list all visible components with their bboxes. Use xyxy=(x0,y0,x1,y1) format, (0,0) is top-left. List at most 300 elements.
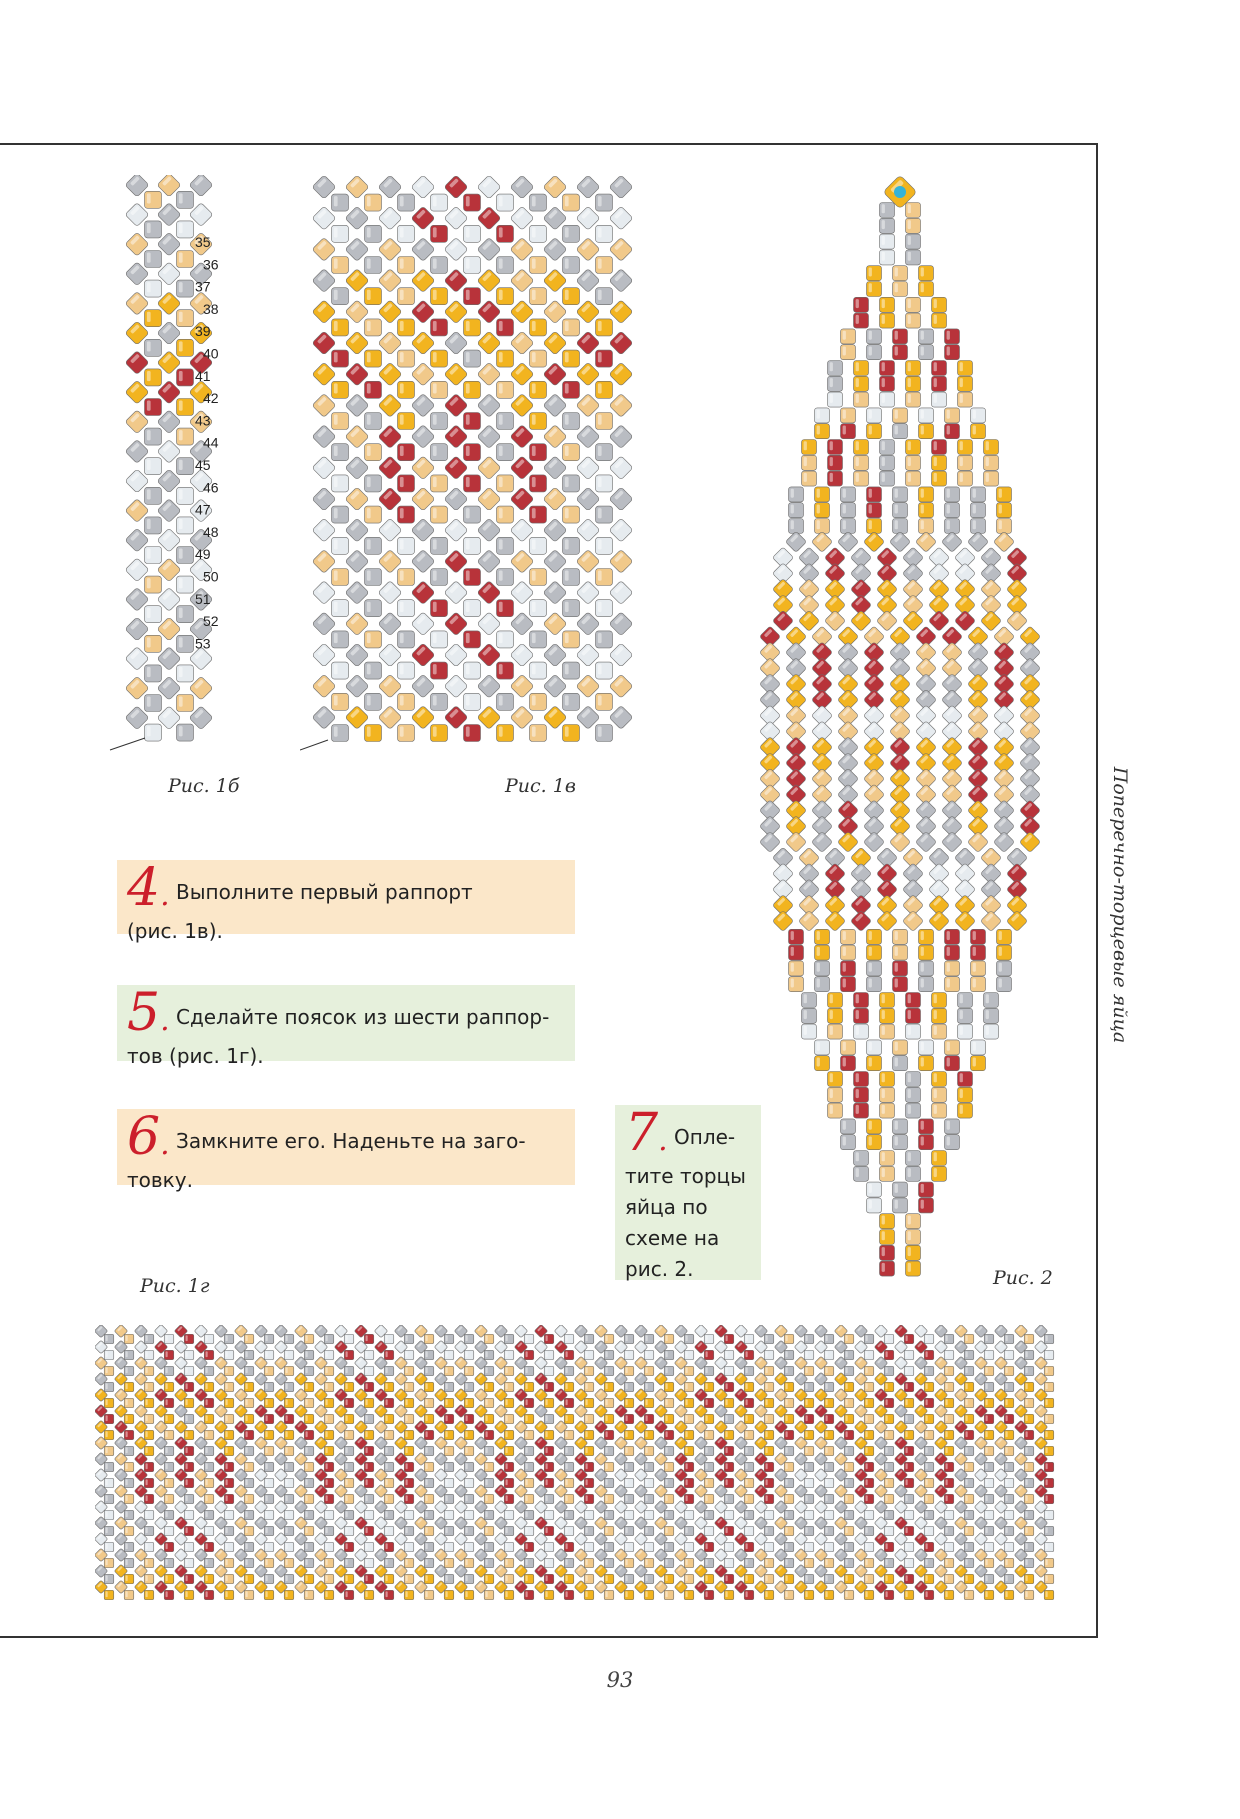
bead xyxy=(444,1590,454,1600)
bead xyxy=(815,487,830,502)
bead xyxy=(984,1574,994,1584)
bead xyxy=(584,1430,594,1440)
bead xyxy=(867,1056,882,1071)
bead xyxy=(284,1414,294,1424)
bead xyxy=(804,1478,814,1488)
bead xyxy=(867,1198,882,1213)
bead xyxy=(224,1334,234,1344)
bead xyxy=(893,424,908,439)
bead xyxy=(904,1398,914,1408)
bead xyxy=(644,1494,654,1504)
bead xyxy=(664,1542,674,1552)
bead xyxy=(384,1590,394,1600)
bead xyxy=(564,1398,574,1408)
bead xyxy=(945,345,960,360)
bead xyxy=(984,1430,994,1440)
bead xyxy=(304,1478,314,1488)
bead xyxy=(644,1558,654,1568)
bead xyxy=(664,1366,674,1376)
bead xyxy=(1024,1382,1034,1392)
bead xyxy=(124,1478,134,1488)
bead xyxy=(324,1510,334,1520)
bead xyxy=(904,1574,914,1584)
bead xyxy=(464,1334,474,1344)
bead xyxy=(332,631,349,648)
bead xyxy=(284,1526,294,1536)
bead xyxy=(384,1574,394,1584)
bead xyxy=(764,1414,774,1424)
bead xyxy=(864,1494,874,1504)
step-4: 4. Выполните первый раппорт (рис. 1в). xyxy=(117,860,575,934)
bead xyxy=(844,1494,854,1504)
bead xyxy=(164,1398,174,1408)
bead xyxy=(344,1462,354,1472)
bead xyxy=(145,369,162,386)
bead xyxy=(964,1526,974,1536)
bead xyxy=(431,194,448,211)
bead xyxy=(497,381,514,398)
bead xyxy=(145,695,162,712)
bead xyxy=(304,1414,314,1424)
bead xyxy=(841,424,856,439)
bead xyxy=(144,1494,154,1504)
bead xyxy=(867,424,882,439)
bead xyxy=(844,1350,854,1360)
bead xyxy=(984,993,999,1008)
bead xyxy=(504,1366,514,1376)
bead xyxy=(1006,910,1027,931)
bead xyxy=(644,1398,654,1408)
bead xyxy=(324,1382,334,1392)
bead xyxy=(824,1526,834,1536)
bead xyxy=(984,1334,994,1344)
bead xyxy=(144,1462,154,1472)
bead xyxy=(941,531,962,552)
bead xyxy=(530,569,547,586)
bead xyxy=(104,1414,114,1424)
bead xyxy=(841,503,856,518)
bead xyxy=(784,1414,794,1424)
bead xyxy=(596,319,613,336)
bead xyxy=(932,1008,947,1023)
bead xyxy=(841,1056,856,1071)
bead xyxy=(664,1590,674,1600)
bead xyxy=(145,635,162,652)
bead xyxy=(824,1494,834,1504)
bead xyxy=(789,977,804,992)
bead xyxy=(104,1494,114,1504)
bead xyxy=(997,977,1012,992)
bead xyxy=(177,339,194,356)
bead xyxy=(344,1334,354,1344)
bead xyxy=(984,1558,994,1568)
bead xyxy=(584,1334,594,1344)
bead xyxy=(828,1087,843,1102)
bead xyxy=(971,961,986,976)
bead xyxy=(204,1382,214,1392)
row-number-label: 47 xyxy=(195,501,211,518)
bead xyxy=(398,413,415,430)
bead xyxy=(828,1072,843,1087)
bead xyxy=(684,1334,694,1344)
bead xyxy=(841,977,856,992)
bead xyxy=(104,1558,114,1568)
bead xyxy=(919,1135,934,1150)
bead xyxy=(530,350,547,367)
bead xyxy=(880,1214,895,1229)
bead xyxy=(464,1430,474,1440)
bead xyxy=(596,569,613,586)
bead xyxy=(344,1414,354,1424)
bead xyxy=(764,1446,774,1456)
bead xyxy=(504,1574,514,1584)
bead xyxy=(984,1350,994,1360)
bead xyxy=(224,1350,234,1360)
bead xyxy=(828,1008,843,1023)
row-number-label: 45 xyxy=(195,457,211,473)
bead xyxy=(958,471,973,486)
bead xyxy=(264,1462,274,1472)
bead xyxy=(924,1558,934,1568)
bead xyxy=(184,1510,194,1520)
bead xyxy=(596,194,613,211)
bead xyxy=(504,1398,514,1408)
bead xyxy=(497,569,514,586)
bead xyxy=(880,376,895,391)
bead xyxy=(1019,831,1040,852)
bead xyxy=(624,1334,634,1344)
bead xyxy=(444,1414,454,1424)
bead xyxy=(504,1430,514,1440)
bead xyxy=(344,1382,354,1392)
bead xyxy=(332,537,349,554)
bead xyxy=(177,280,194,297)
bead xyxy=(919,266,934,281)
bead xyxy=(284,1542,294,1552)
bead xyxy=(924,1526,934,1536)
bead xyxy=(332,288,349,305)
bead xyxy=(904,1558,914,1568)
bead xyxy=(144,1478,154,1488)
bead xyxy=(563,257,580,274)
bead xyxy=(744,1446,754,1456)
bead xyxy=(967,831,988,852)
bead xyxy=(744,1462,754,1472)
bead xyxy=(893,1040,908,1055)
bead xyxy=(902,610,923,631)
bead xyxy=(564,1462,574,1472)
bead xyxy=(684,1350,694,1360)
bead xyxy=(744,1350,754,1360)
bead xyxy=(398,693,415,710)
bead xyxy=(145,606,162,623)
bead xyxy=(464,569,481,586)
bead xyxy=(804,1382,814,1392)
bead xyxy=(365,631,382,648)
bead xyxy=(404,1462,414,1472)
bead xyxy=(893,282,908,297)
bead xyxy=(530,693,547,710)
bead xyxy=(365,506,382,523)
figure-1b-beadwork xyxy=(105,175,295,770)
bead xyxy=(304,1526,314,1536)
bead xyxy=(404,1446,414,1456)
bead xyxy=(884,1510,894,1520)
bead xyxy=(919,1182,934,1197)
bead xyxy=(365,319,382,336)
bead xyxy=(964,1366,974,1376)
bead xyxy=(504,1510,514,1520)
bead xyxy=(324,1334,334,1344)
bead xyxy=(604,1446,614,1456)
bead xyxy=(906,376,921,391)
bead xyxy=(824,1478,834,1488)
bead xyxy=(424,1542,434,1552)
bead xyxy=(563,288,580,305)
bead xyxy=(945,1040,960,1055)
bead xyxy=(244,1494,254,1504)
bead xyxy=(596,631,613,648)
bead xyxy=(964,1510,974,1520)
bead xyxy=(365,537,382,554)
bead xyxy=(864,1398,874,1408)
bead xyxy=(284,1510,294,1520)
bead xyxy=(971,503,986,518)
bead xyxy=(124,1366,134,1376)
bead xyxy=(164,1430,174,1440)
bead xyxy=(604,1414,614,1424)
bead xyxy=(854,1103,869,1118)
bead xyxy=(384,1558,394,1568)
bead xyxy=(124,1462,134,1472)
bead xyxy=(744,1574,754,1584)
bead xyxy=(764,1478,774,1488)
bead xyxy=(365,288,382,305)
bead xyxy=(824,1462,834,1472)
bead xyxy=(744,1510,754,1520)
bead xyxy=(804,1366,814,1376)
bead xyxy=(332,225,349,242)
bead xyxy=(596,537,613,554)
bead xyxy=(1044,1478,1054,1488)
bead xyxy=(497,537,514,554)
bead xyxy=(563,194,580,211)
bead xyxy=(464,1494,474,1504)
bead xyxy=(404,1430,414,1440)
bead xyxy=(364,1574,374,1584)
bead xyxy=(704,1398,714,1408)
bead xyxy=(971,487,986,502)
bead xyxy=(324,1526,334,1536)
bead xyxy=(604,1526,614,1536)
bead xyxy=(264,1446,274,1456)
bead xyxy=(932,1072,947,1087)
bead xyxy=(944,1366,954,1376)
bead xyxy=(759,831,780,852)
bead xyxy=(1004,1526,1014,1536)
bead xyxy=(244,1382,254,1392)
bead xyxy=(596,257,613,274)
bead xyxy=(1004,1446,1014,1456)
bead xyxy=(1004,1366,1014,1376)
bead xyxy=(644,1574,654,1584)
bead xyxy=(464,725,481,742)
bead xyxy=(563,725,580,742)
bead xyxy=(824,1558,834,1568)
bead xyxy=(609,425,633,449)
bead xyxy=(484,1382,494,1392)
bead xyxy=(1044,1558,1054,1568)
bead xyxy=(364,1590,374,1600)
bead xyxy=(624,1430,634,1440)
bead xyxy=(464,444,481,461)
bead xyxy=(563,537,580,554)
bead xyxy=(464,693,481,710)
bead xyxy=(104,1510,114,1520)
bead xyxy=(384,1446,394,1456)
bead xyxy=(264,1494,274,1504)
step-5-number: 5 xyxy=(127,983,161,1043)
bead xyxy=(284,1334,294,1344)
bead xyxy=(497,662,514,679)
bead xyxy=(497,506,514,523)
bead xyxy=(889,831,910,852)
bead xyxy=(880,471,895,486)
bead xyxy=(164,1478,174,1488)
bead xyxy=(684,1398,694,1408)
bead xyxy=(764,1366,774,1376)
bead xyxy=(332,693,349,710)
bead xyxy=(984,1462,994,1472)
row-number-label: 53 xyxy=(195,635,211,652)
bead xyxy=(789,945,804,960)
bead xyxy=(484,1558,494,1568)
bead xyxy=(919,345,934,360)
bead xyxy=(424,1334,434,1344)
bead xyxy=(184,1494,194,1504)
bead xyxy=(915,831,936,852)
bead xyxy=(145,724,162,741)
bead xyxy=(398,319,415,336)
bead xyxy=(464,1414,474,1424)
bead xyxy=(880,1166,895,1181)
bead xyxy=(884,1574,894,1584)
bead xyxy=(764,1542,774,1552)
bead xyxy=(584,1350,594,1360)
bead xyxy=(177,635,194,652)
bead xyxy=(204,1334,214,1344)
bead xyxy=(684,1494,694,1504)
bead xyxy=(164,1334,174,1344)
bead xyxy=(144,1350,154,1360)
bead xyxy=(815,408,830,423)
bead xyxy=(530,537,547,554)
bead xyxy=(609,331,633,355)
bead xyxy=(664,1350,674,1360)
bead xyxy=(893,519,908,534)
bead xyxy=(880,440,895,455)
bead xyxy=(644,1478,654,1488)
bead xyxy=(524,1446,534,1456)
bead xyxy=(284,1558,294,1568)
bead xyxy=(964,1558,974,1568)
bead xyxy=(404,1526,414,1536)
bead xyxy=(644,1430,654,1440)
bead xyxy=(824,1590,834,1600)
bead xyxy=(828,471,843,486)
bead xyxy=(184,1350,194,1360)
bead xyxy=(304,1446,314,1456)
bead xyxy=(932,392,947,407)
bead xyxy=(304,1574,314,1584)
bead xyxy=(971,1040,986,1055)
bead xyxy=(145,428,162,445)
bead xyxy=(184,1334,194,1344)
bead xyxy=(945,1119,960,1134)
bead xyxy=(924,1574,934,1584)
bead xyxy=(324,1446,334,1456)
bead xyxy=(145,458,162,475)
bead xyxy=(804,1334,814,1344)
bead xyxy=(564,1446,574,1456)
bead xyxy=(945,424,960,439)
bead xyxy=(864,1478,874,1488)
bead xyxy=(624,1350,634,1360)
bead xyxy=(184,1542,194,1552)
bead xyxy=(984,1494,994,1504)
bead xyxy=(924,1494,934,1504)
bead xyxy=(945,487,960,502)
bead xyxy=(932,440,947,455)
bead xyxy=(264,1510,274,1520)
bead xyxy=(880,455,895,470)
bead xyxy=(984,1446,994,1456)
bead xyxy=(398,475,415,492)
bead xyxy=(530,506,547,523)
step-4-line2: (рис. 1в). xyxy=(127,919,223,943)
step-5: 5. Сделайте поясок из шести раппор- тов (рис. 1г). xyxy=(117,985,575,1061)
bead xyxy=(484,1590,494,1600)
bead xyxy=(544,1558,554,1568)
bead xyxy=(1004,1382,1014,1392)
bead xyxy=(524,1526,534,1536)
bead xyxy=(144,1526,154,1536)
bead xyxy=(724,1510,734,1520)
row-number-label: 38 xyxy=(203,300,219,317)
bead xyxy=(224,1510,234,1520)
bead xyxy=(584,1414,594,1424)
bead xyxy=(880,297,895,312)
bead xyxy=(563,319,580,336)
step-4-line1: Выполните первый раппорт xyxy=(176,880,473,904)
bead xyxy=(704,1558,714,1568)
bead xyxy=(596,662,613,679)
bead xyxy=(928,910,949,931)
row-number-label: 44 xyxy=(203,434,219,451)
bead xyxy=(906,218,921,233)
bead xyxy=(464,631,481,648)
bead xyxy=(609,175,633,199)
bead xyxy=(444,1430,454,1440)
bead xyxy=(596,381,613,398)
bead xyxy=(664,1510,674,1520)
bead xyxy=(932,376,947,391)
bead xyxy=(867,945,882,960)
bead xyxy=(609,206,633,230)
bead xyxy=(497,413,514,430)
step-7-number: 7 xyxy=(625,1103,659,1163)
bead xyxy=(484,1462,494,1472)
